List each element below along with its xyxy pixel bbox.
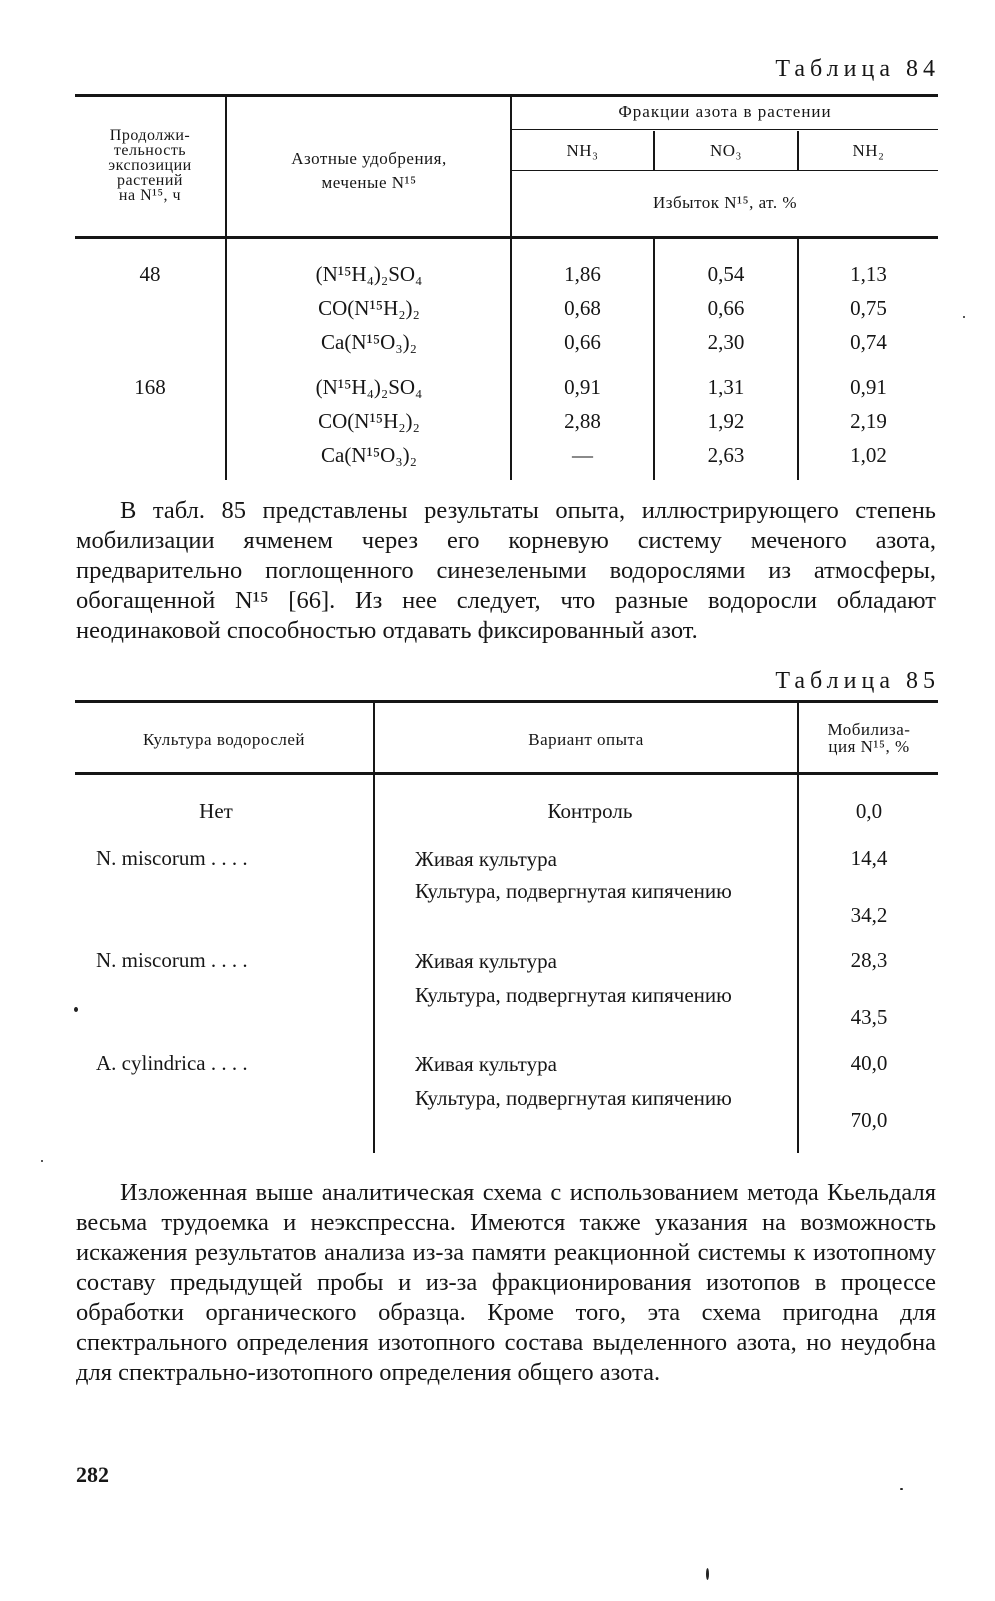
- table-cell-nh3: —: [572, 443, 593, 467]
- scan-speck: [963, 316, 965, 318]
- table-cell-nh3: 0,66: [564, 330, 601, 354]
- table-cell-time: 168: [134, 375, 166, 399]
- table-84-header-rule: [75, 236, 938, 239]
- header-nh2: NH₂: [852, 141, 885, 160]
- header-fertilizer: Азотные удобрения, меченые N¹⁵: [291, 149, 447, 192]
- table-cell-nh3: 2,88: [564, 409, 601, 433]
- header-nh3: NH₃: [566, 141, 599, 160]
- table-cell-mobilization: 14,4: [850, 846, 888, 870]
- table-cell-nh2: 0,75: [850, 296, 887, 320]
- page-number: 282: [76, 1462, 109, 1487]
- scan-speck: [41, 1160, 43, 1162]
- paragraph-1: В табл. 85 представлены результаты опыта, иллюстрирующего степень мобилизации ячменем через его корневую систему меченого азота, предварительно поглощенного синезелеными водорослями из атмосферы, обогащенной N¹⁵ [66]. Из нее следует, что разные водоросли обладают неодинаковой способностью отдавать фиксированный азот.: [76, 497, 936, 644]
- table-cell-fertilizer: CO(N¹⁵H₂)₂: [318, 296, 420, 320]
- table-cell-no3: 0,66: [707, 296, 745, 320]
- table-84-top-rule: [75, 94, 938, 97]
- header-excess: Избыток N¹⁵, ат. %: [653, 193, 797, 212]
- table-cell-mobilization: 43,5: [850, 1005, 888, 1029]
- table-cell-variant: Живая культура: [415, 1052, 557, 1076]
- table-cell-fertilizer: (N¹⁵H₄)₂SO₄: [315, 262, 423, 286]
- table-cell-mobilization: 28,3: [850, 948, 888, 972]
- table-cell-variant: Живая культура: [415, 949, 557, 973]
- table-cell-no3: 2,63: [707, 443, 745, 467]
- table-cell-no3: 0,54: [707, 262, 745, 286]
- table-84-fraction-rule: [512, 129, 938, 130]
- table-cell-nh3: 0,68: [564, 296, 601, 320]
- scan-speck: [706, 1568, 709, 1580]
- table-cell-variant: Живая культура: [415, 847, 557, 871]
- table-85-header-rule: [75, 772, 938, 775]
- table-cell-nh3: 1,86: [564, 262, 601, 286]
- table-cell-variant: Культура, подвергнутая кипячению: [415, 1086, 732, 1110]
- table-85-caption: Таблица 85: [775, 668, 940, 694]
- table-cell-variant: Культура, подвергнутая кипячению: [415, 879, 732, 903]
- table-cell-nh2: 0,74: [850, 330, 887, 354]
- table-cell-variant: Культура, подвергнутая кипячению: [415, 983, 732, 1007]
- header-fractions: Фракции азота в растении: [618, 102, 832, 121]
- table-cell-fertilizer: Ca(N¹⁵O₃)₂: [321, 330, 417, 354]
- table-cell-no3: 1,92: [707, 409, 745, 433]
- table-cell-time: 48: [139, 262, 161, 286]
- table-85-top-rule: [75, 700, 938, 703]
- header-no3: NO₃: [710, 141, 742, 160]
- table-cell-nh2: 1,02: [850, 443, 887, 467]
- table-cell-nh2: 2,19: [850, 409, 887, 433]
- table-84-col-divider: [225, 96, 227, 480]
- header-mobilization: Мобилиза- ция N¹⁵, %: [827, 720, 911, 756]
- table-cell-nh3: 0,91: [564, 375, 601, 399]
- table-cell-culture: N. miscorum . . . .: [96, 948, 248, 972]
- header-duration: Продолжи- тельность экспозиции растений на N¹⁵, ч: [108, 127, 192, 204]
- table-cell-mobilization: 40,0: [850, 1051, 888, 1075]
- header-culture: Культура водорослей: [142, 730, 306, 749]
- header-variant: Вариант опыта: [528, 730, 644, 749]
- table-84-caption: Таблица 84: [775, 56, 940, 82]
- scan-speck: [74, 1007, 78, 1012]
- table-cell-fertilizer: Ca(N¹⁵O₃)₂: [321, 443, 417, 467]
- table-cell-mobilization: 0,0: [855, 799, 883, 823]
- table-84-subheader-rule: [512, 170, 938, 171]
- table-cell-no3: 1,31: [707, 375, 745, 399]
- table-cell-mobilization: 70,0: [850, 1108, 888, 1132]
- table-cell-no3: 2,30: [707, 330, 745, 354]
- table-cell-fertilizer: CO(N¹⁵H₂)₂: [318, 409, 420, 433]
- table-cell-culture: A. cylindrica . . . .: [96, 1051, 248, 1075]
- table-cell-nh2: 0,91: [850, 375, 887, 399]
- table-85-col-divider: [373, 703, 375, 1153]
- table-cell-mobilization: 34,2: [850, 903, 888, 927]
- table-cell-variant: Контроль: [547, 799, 633, 823]
- table-cell-nh2: 1,13: [850, 262, 887, 286]
- paragraph-2: Изложенная выше аналитическая схема с использованием метода Кьельдаля весьма трудоемка и неэкспрессна. Имеются также указания на возможность искажения результатов анализа из-за памяти реакционной системы к изотопному составу предыдущей пробы и из-за фракционирования изотопов в процессе обработки органического образца. Кроме того, эта схема пригодна для спектрального определения изотопного состава выделенного азота, но неудобна для спектрально-изотопного определения общего азота.: [76, 1179, 936, 1386]
- scan-speck: [900, 1488, 903, 1490]
- table-85-col-divider: [797, 703, 799, 1153]
- table-cell-fertilizer: (N¹⁵H₄)₂SO₄: [315, 375, 423, 399]
- table-cell-culture: N. miscorum . . . .: [96, 846, 248, 870]
- table-cell-culture: Нет: [199, 799, 233, 823]
